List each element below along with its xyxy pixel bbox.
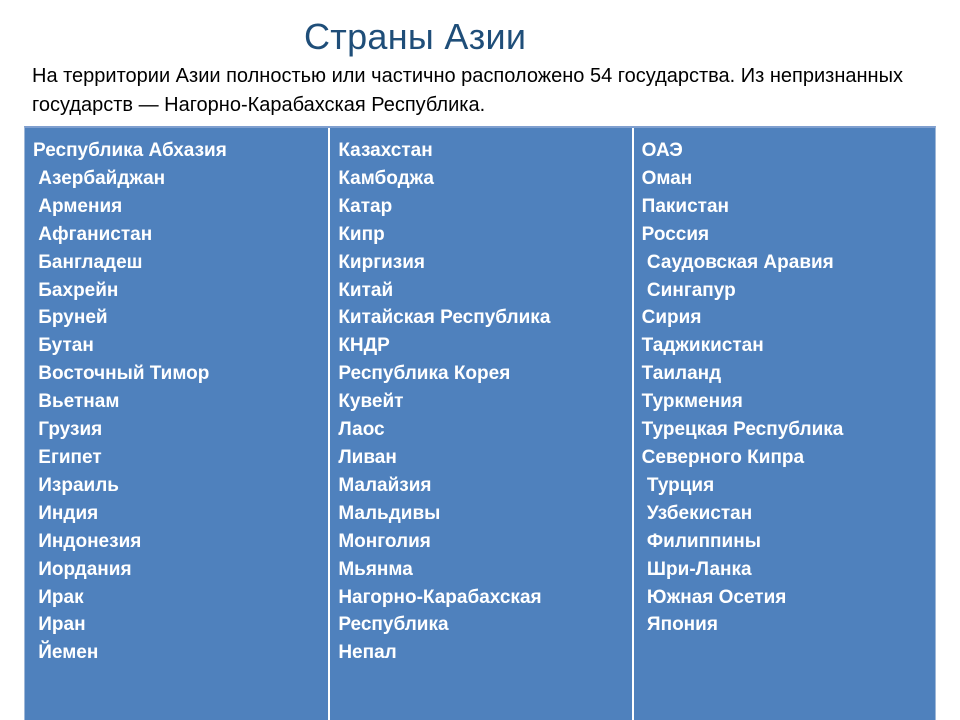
country-list-item: Иордания	[33, 558, 132, 580]
country-list-item: Ирак	[33, 586, 84, 608]
slide-title: Страны Азии	[304, 16, 527, 57]
country-list-item: Пакистан	[641, 195, 729, 217]
country-list-item: Оман	[641, 167, 693, 189]
country-list-item: Мьянма	[338, 558, 413, 580]
country-list-item: Бахрейн	[33, 279, 119, 301]
country-list-item: Лаос	[338, 419, 385, 441]
country-list-item: Малайзия	[338, 474, 432, 496]
country-list-item: Иран	[33, 614, 86, 636]
country-list-item: Катар	[338, 195, 393, 217]
country-list-item: Саудовская Аравия	[641, 251, 834, 273]
country-list-item: Узбекистан	[641, 502, 753, 524]
country-list-item: Индонезия	[33, 530, 142, 552]
country-list-item: Непал	[338, 642, 397, 664]
country-list-item: Россия	[641, 223, 710, 245]
countries-table	[24, 126, 936, 720]
country-list-item: Республика Абхазия	[33, 140, 227, 161]
country-list-item: Вьетнам	[33, 391, 120, 413]
country-list-item: Республика	[338, 614, 449, 636]
country-list-item: Бруней	[33, 307, 108, 329]
country-list-item: Афганистан	[33, 223, 153, 245]
country-list-item: Грузия	[33, 419, 103, 441]
country-list-item: Азербайджан	[33, 167, 166, 189]
country-list	[642, 137, 935, 639]
country-list-item: Шри-Ланка	[641, 558, 752, 580]
country-list-item: Индия	[33, 502, 99, 524]
country-list	[33, 137, 328, 667]
country-list-item: Кипр	[338, 223, 385, 245]
country-list-item: Таджикистан	[641, 335, 764, 357]
country-list-item: Китайская Республика	[338, 307, 551, 329]
country-list-item: Армения	[33, 195, 123, 217]
country-list-item: Нагорно-Карабахская	[338, 586, 542, 608]
country-list-item: ОАЭ	[641, 140, 683, 161]
country-list-item: Китай	[338, 279, 394, 301]
country-list-item: Турецкая Республика	[641, 419, 844, 441]
country-list-item: Египет	[33, 446, 102, 468]
countries-column-2	[328, 128, 631, 720]
country-list-item: Япония	[641, 614, 718, 636]
country-list-item: Восточный Тимор	[33, 363, 210, 385]
countries-column-3	[632, 128, 935, 720]
country-list	[338, 137, 631, 667]
countries-column-1	[25, 128, 328, 720]
country-list-item: Израиль	[33, 474, 119, 496]
country-list-item: Казахстан	[338, 140, 433, 161]
country-list-item: Ливан	[338, 446, 397, 468]
country-list-item: КНДР	[338, 335, 390, 357]
country-list-item: Монголия	[338, 530, 431, 552]
country-list-item: Бангладеш	[33, 251, 143, 273]
country-list-item: Йемен	[33, 642, 99, 664]
country-list-item: Филиппины	[641, 530, 761, 552]
slide-intro-text: На территории Азии полностью или частично расположено 54 государства. Из непризнанных государств — Нагорно-Карабахская Республика.	[32, 65, 903, 116]
country-list-item: Таиланд	[641, 363, 722, 385]
country-list-item: Кувейт	[338, 391, 404, 413]
country-list-item: Северного Кипра	[641, 446, 805, 468]
country-list-item: Южная Осетия	[641, 586, 787, 608]
country-list-item: Камбоджа	[338, 167, 434, 189]
country-list-item: Киргизия	[338, 251, 426, 273]
country-list-item: Сирия	[641, 307, 702, 329]
country-list-item: Сингапур	[641, 279, 736, 301]
country-list-item: Республика Корея	[338, 363, 511, 385]
country-list-item: Турция	[641, 474, 715, 496]
country-list-item: Мальдивы	[338, 502, 441, 524]
country-list-item: Бутан	[33, 335, 94, 357]
country-list-item: Туркмения	[641, 391, 743, 413]
